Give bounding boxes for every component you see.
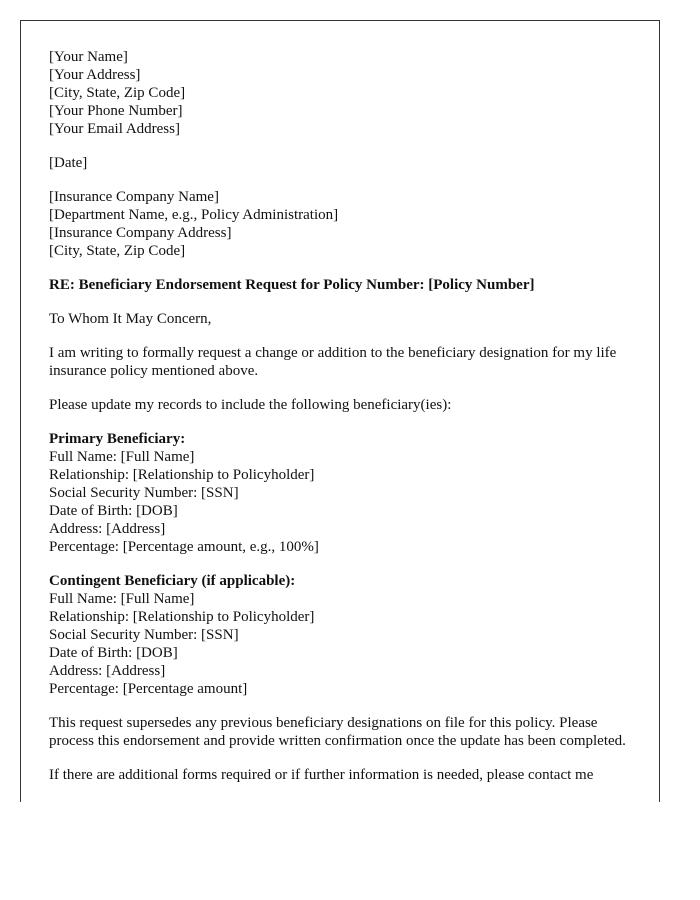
closing-paragraph: If there are additional forms required or if further information is needed, please contact me bbox=[49, 767, 594, 783]
letter-page bbox=[20, 20, 660, 802]
recipient-line: [City, State, Zip Code] bbox=[49, 243, 186, 259]
contingent-line: Address: [Address] bbox=[49, 663, 166, 679]
intro-paragraph: I am writing to formally request a change or addition to the beneficiary designation for my life insurance policy mentioned above. bbox=[49, 345, 617, 379]
sender-block bbox=[49, 48, 639, 138]
subject-line: RE: Beneficiary Endorsement Request for Policy Number: [Policy Number] bbox=[49, 277, 535, 293]
supersede-paragraph: This request supersedes any previous beneficiary designations on file for this policy. Please process this endorsement and provide written confirmation once the update has been completed. bbox=[49, 715, 626, 749]
salutation: To Whom It May Concern, bbox=[49, 311, 212, 327]
sender-line: [Your Name] bbox=[49, 49, 128, 65]
contingent-line: Relationship: [Relationship to Policyholder] bbox=[49, 609, 315, 625]
sender-line: [City, State, Zip Code] bbox=[49, 85, 186, 101]
primary-beneficiary-block bbox=[49, 430, 639, 556]
primary-line: Percentage: [Percentage amount, e.g., 100%] bbox=[49, 539, 319, 555]
contingent-line: Percentage: [Percentage amount] bbox=[49, 681, 248, 697]
recipient-line: [Department Name, e.g., Policy Administration] bbox=[49, 207, 339, 223]
primary-line: Address: [Address] bbox=[49, 521, 166, 537]
primary-line: Full Name: [Full Name] bbox=[49, 449, 195, 465]
contingent-line: Date of Birth: [DOB] bbox=[49, 645, 178, 661]
update-paragraph: Please update my records to include the following beneficiary(ies): bbox=[49, 397, 452, 413]
primary-line: Social Security Number: [SSN] bbox=[49, 485, 239, 501]
contingent-line: Full Name: [Full Name] bbox=[49, 591, 195, 607]
contingent-beneficiary-block bbox=[49, 572, 639, 698]
sender-line: [Your Phone Number] bbox=[49, 103, 183, 119]
recipient-line: [Insurance Company Name] bbox=[49, 189, 219, 205]
date: [Date] bbox=[49, 155, 88, 171]
recipient-block bbox=[49, 188, 639, 260]
sender-line: [Your Address] bbox=[49, 67, 141, 83]
primary-line: Date of Birth: [DOB] bbox=[49, 503, 178, 519]
contingent-line: Social Security Number: [SSN] bbox=[49, 627, 239, 643]
sender-line: [Your Email Address] bbox=[49, 121, 180, 137]
primary-heading: Primary Beneficiary: bbox=[49, 431, 186, 447]
primary-line: Relationship: [Relationship to Policyholder] bbox=[49, 467, 315, 483]
contingent-heading: Contingent Beneficiary (if applicable): bbox=[49, 573, 296, 589]
recipient-line: [Insurance Company Address] bbox=[49, 225, 232, 241]
